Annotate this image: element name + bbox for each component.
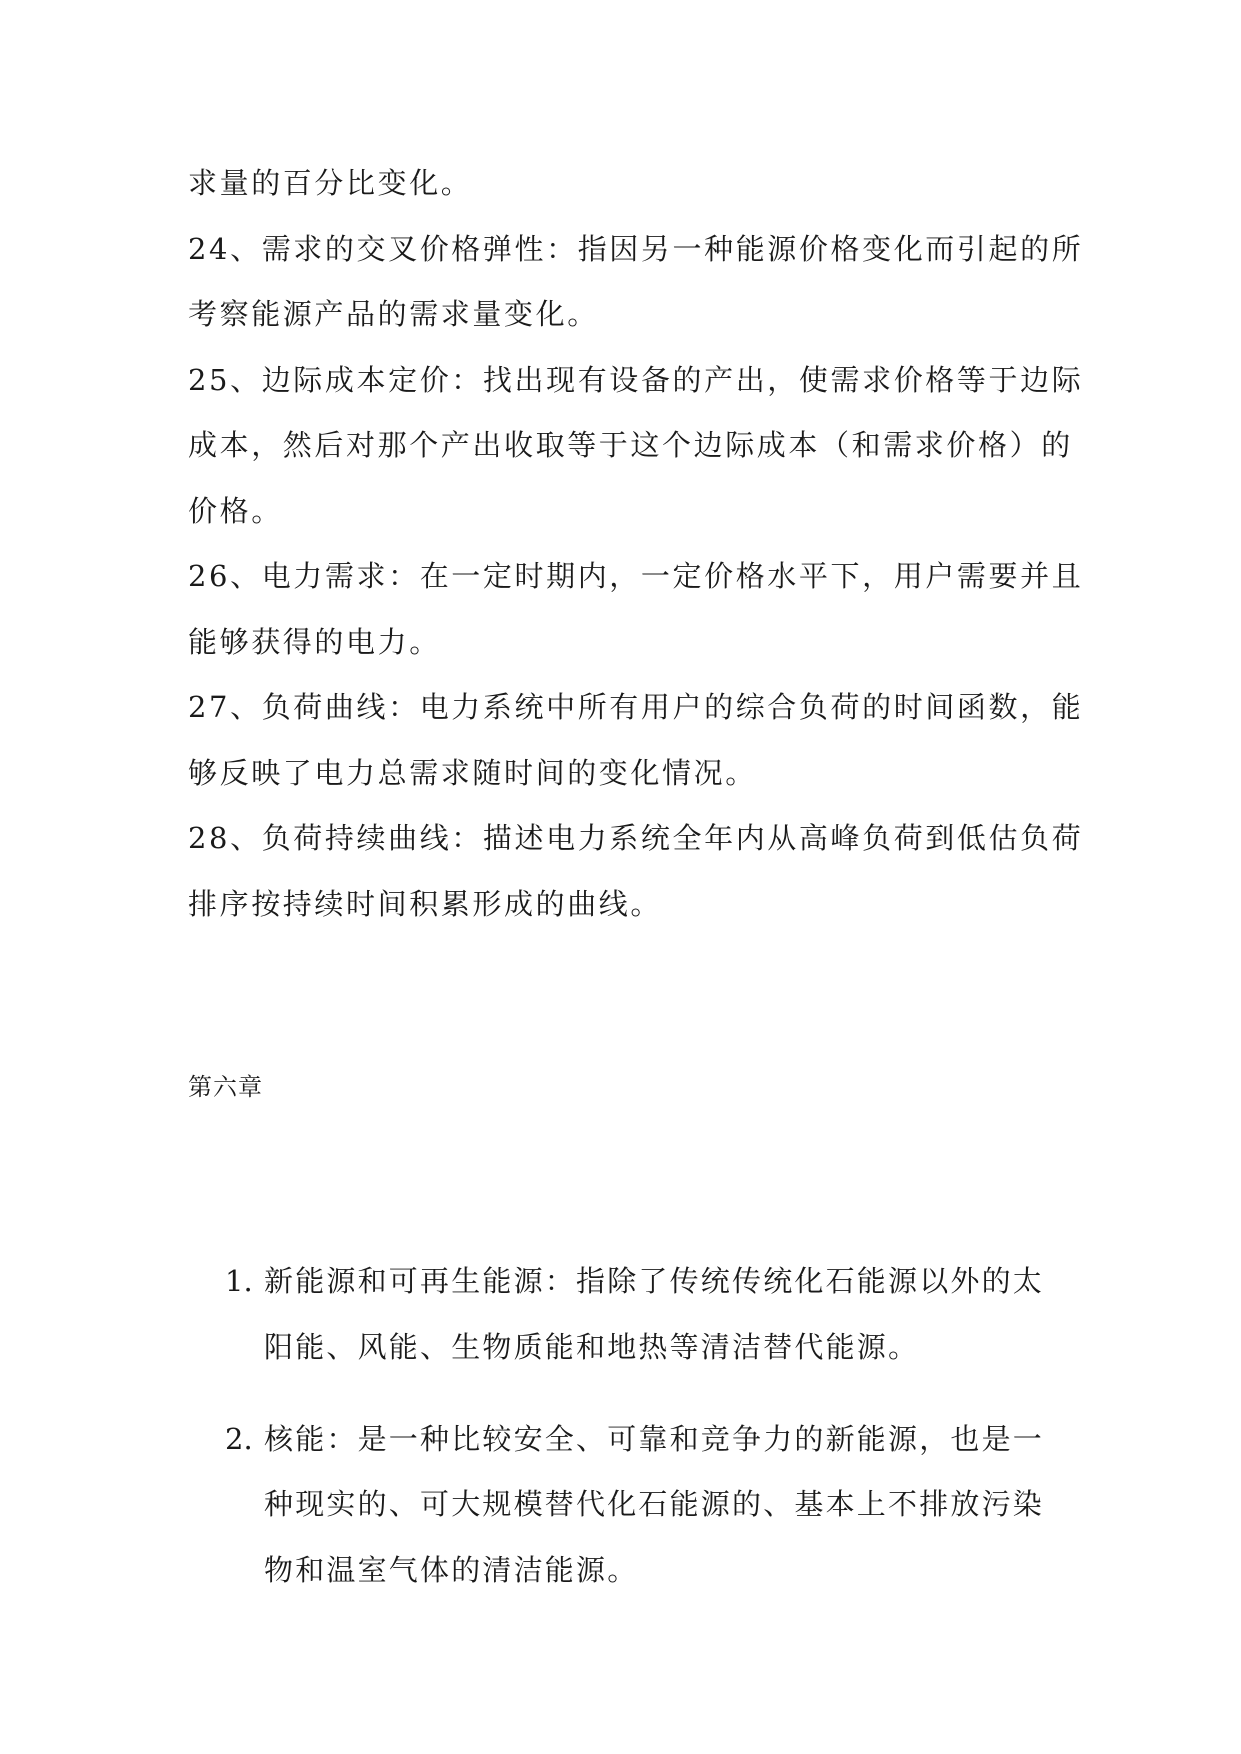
list-item-2-line-2: 种现实的、可大规模替代化石能源的、基本上不排放污染 <box>264 1487 1045 1521</box>
definition-27-line-2: 够反映了电力总需求随时间的变化情况。 <box>188 756 757 790</box>
definition-25-line-1: 25、边际成本定价：找出现有设备的产出，使需求价格等于边际 <box>188 363 1084 397</box>
definition-23-line-2: 求量的百分比变化。 <box>188 166 473 200</box>
list-item-2-number: 2. <box>225 1422 253 1456</box>
definition-25-line-3: 价格。 <box>188 494 283 528</box>
definition-26-line-2: 能够获得的电力。 <box>188 625 441 659</box>
definition-24-line-1: 24、需求的交叉价格弹性：指因另一种能源价格变化而引起的所 <box>188 232 1084 266</box>
definition-26-line-1: 26、电力需求：在一定时期内，一定价格水平下，用户需要并且 <box>188 559 1084 593</box>
list-item-2-line-1: 核能：是一种比较安全、可靠和竞争力的新能源，也是一 <box>264 1422 1045 1456</box>
list-item-1-number: 1. <box>225 1264 253 1298</box>
definition-28-line-1: 28、负荷持续曲线：描述电力系统全年内从高峰负荷到低估负荷 <box>188 821 1084 855</box>
definition-25-line-2: 成本，然后对那个产出收取等于这个边际成本（和需求价格）的 <box>188 428 1073 462</box>
list-item-1-line-2: 阳能、风能、生物质能和地热等清洁替代能源。 <box>264 1330 920 1364</box>
list-item-2-line-3: 物和温室气体的清洁能源。 <box>264 1553 639 1587</box>
definition-28-line-2: 排序按持续时间积累形成的曲线。 <box>188 887 663 921</box>
definition-27-line-1: 27、负荷曲线：电力系统中所有用户的综合负荷的时间函数，能 <box>188 690 1084 724</box>
chapter-title: 第六章 <box>188 1073 263 1101</box>
list-item-1-line-1: 新能源和可再生能源：指除了传统传统化石能源以外的太 <box>264 1264 1045 1298</box>
definition-24-line-2: 考察能源产品的需求量变化。 <box>188 297 599 331</box>
